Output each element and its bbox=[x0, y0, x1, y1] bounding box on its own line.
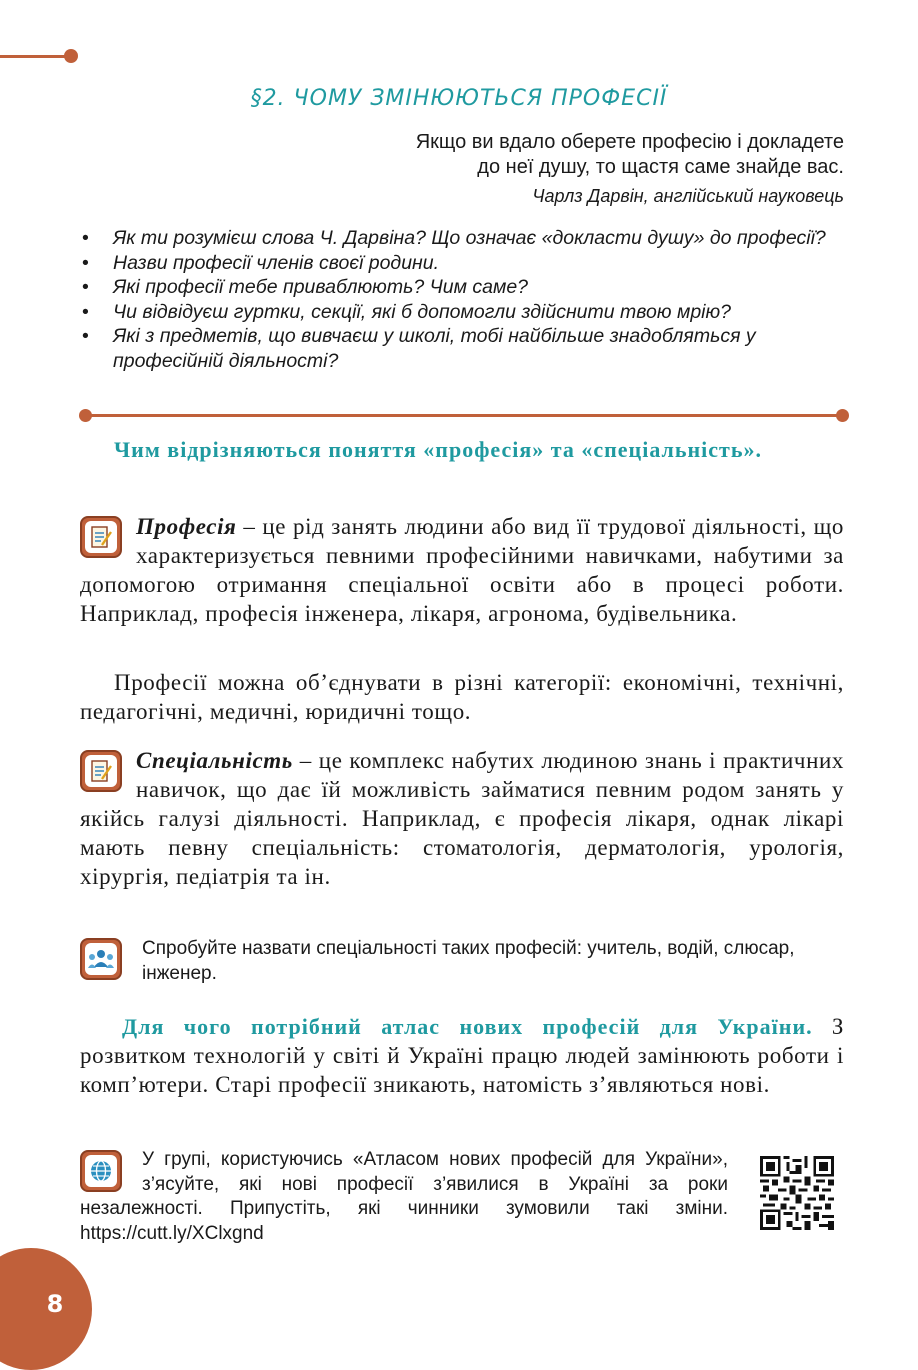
section-title: §2. ЧОМУ ЗМІНЮЮТЬСЯ ПРОФЕСІЇ bbox=[250, 86, 668, 111]
epigraph-line-1: Якщо ви вдало оберете професію і докладете bbox=[415, 131, 844, 153]
atlas-section bbox=[80, 1012, 844, 1099]
top-rule-dot bbox=[64, 49, 78, 63]
epigraph bbox=[416, 130, 844, 209]
page-number: 8 bbox=[46, 1290, 64, 1318]
definition-specialty bbox=[80, 746, 844, 891]
paragraph-categories: Професії можна об’єднувати в різні категорії: економічні, технічні, педагогічні, медичні, юридичні тощо. bbox=[80, 670, 844, 724]
definition-term: Спеціальність bbox=[136, 748, 293, 773]
question-item: • Назви професії членів своєї родини. bbox=[80, 251, 845, 276]
divider bbox=[85, 414, 842, 417]
heading-profession-vs-specialty: Чим відрізняються поняття «професія» та «спеціальність». bbox=[114, 437, 762, 462]
definition-term: Професія bbox=[136, 514, 237, 539]
globe-icon bbox=[80, 1150, 122, 1192]
question-item: • Які професії тебе приваблюють? Чим саме? bbox=[80, 275, 845, 300]
task-text: Спробуйте назвати спеціальності таких професій: учитель, водій, слюсар, інженер. bbox=[142, 938, 795, 984]
qr-code[interactable] bbox=[760, 1156, 834, 1230]
epigraph-line-2: до неї душу, то щастя саме знайде вас. bbox=[477, 156, 844, 178]
question-item: • Які з предметів, що вивчаєш у школі, тобі найбільше знадобляться у професійній діяльності? bbox=[80, 324, 845, 373]
task-atlas bbox=[80, 1148, 728, 1246]
notepad-icon bbox=[80, 516, 122, 558]
divider-dot-left bbox=[79, 409, 92, 422]
question-list bbox=[80, 226, 845, 373]
task-text: У групі, користуючись «Атласом нових професій для України», з’ясуйте, які нові професії з’явилися в Україні за роки незалежності. Припустіть, які чинники зумовили такі зміни. https://cutt.ly/XClxgnd bbox=[80, 1149, 728, 1244]
paragraph-technology: З розвитком технологій у світі й Україні працю людей замінюють роботи і комп’ютери. Старі професії зникають, натомість з’являються нові. bbox=[80, 1014, 844, 1097]
heading-atlas: Для чого потрібний атлас нових професій для України. bbox=[122, 1014, 813, 1039]
definition-text: – це комплекс набутих людиною знань і практичних навичок, що дає їй можливість займатися певним родом занять у якійсь галузі діяльності. Наприклад, є професія лікаря, однак лікарі мають певну спеціальність: стоматологія, дерматологія, урологія, хірургія, педіатрія та ін. bbox=[80, 748, 844, 889]
definition-text: – це рід занять людини або вид її трудової діяльності, що характеризується певними професійними навичками, набутими за допомогою отримання спеціальної освіти або в процесі роботи. Наприклад, професія інженера, лікаря, агронома, будівельника. bbox=[80, 514, 844, 626]
top-rule bbox=[0, 55, 70, 58]
definition-profession bbox=[80, 512, 844, 628]
question-item: • Як ти розумієш слова Ч. Дарвіна? Що означає «докласти душу» до професії? bbox=[80, 226, 845, 251]
notepad-icon bbox=[80, 750, 122, 792]
question-item: • Чи відвідуєш гуртки, секції, які б допомогли здійснити твою мрію? bbox=[80, 300, 845, 325]
group-discussion-icon bbox=[80, 938, 122, 980]
divider-dot-right bbox=[836, 409, 849, 422]
task-specialties bbox=[80, 936, 844, 986]
epigraph-author: Чарлз Дарвін, англійський науковець bbox=[532, 186, 844, 206]
